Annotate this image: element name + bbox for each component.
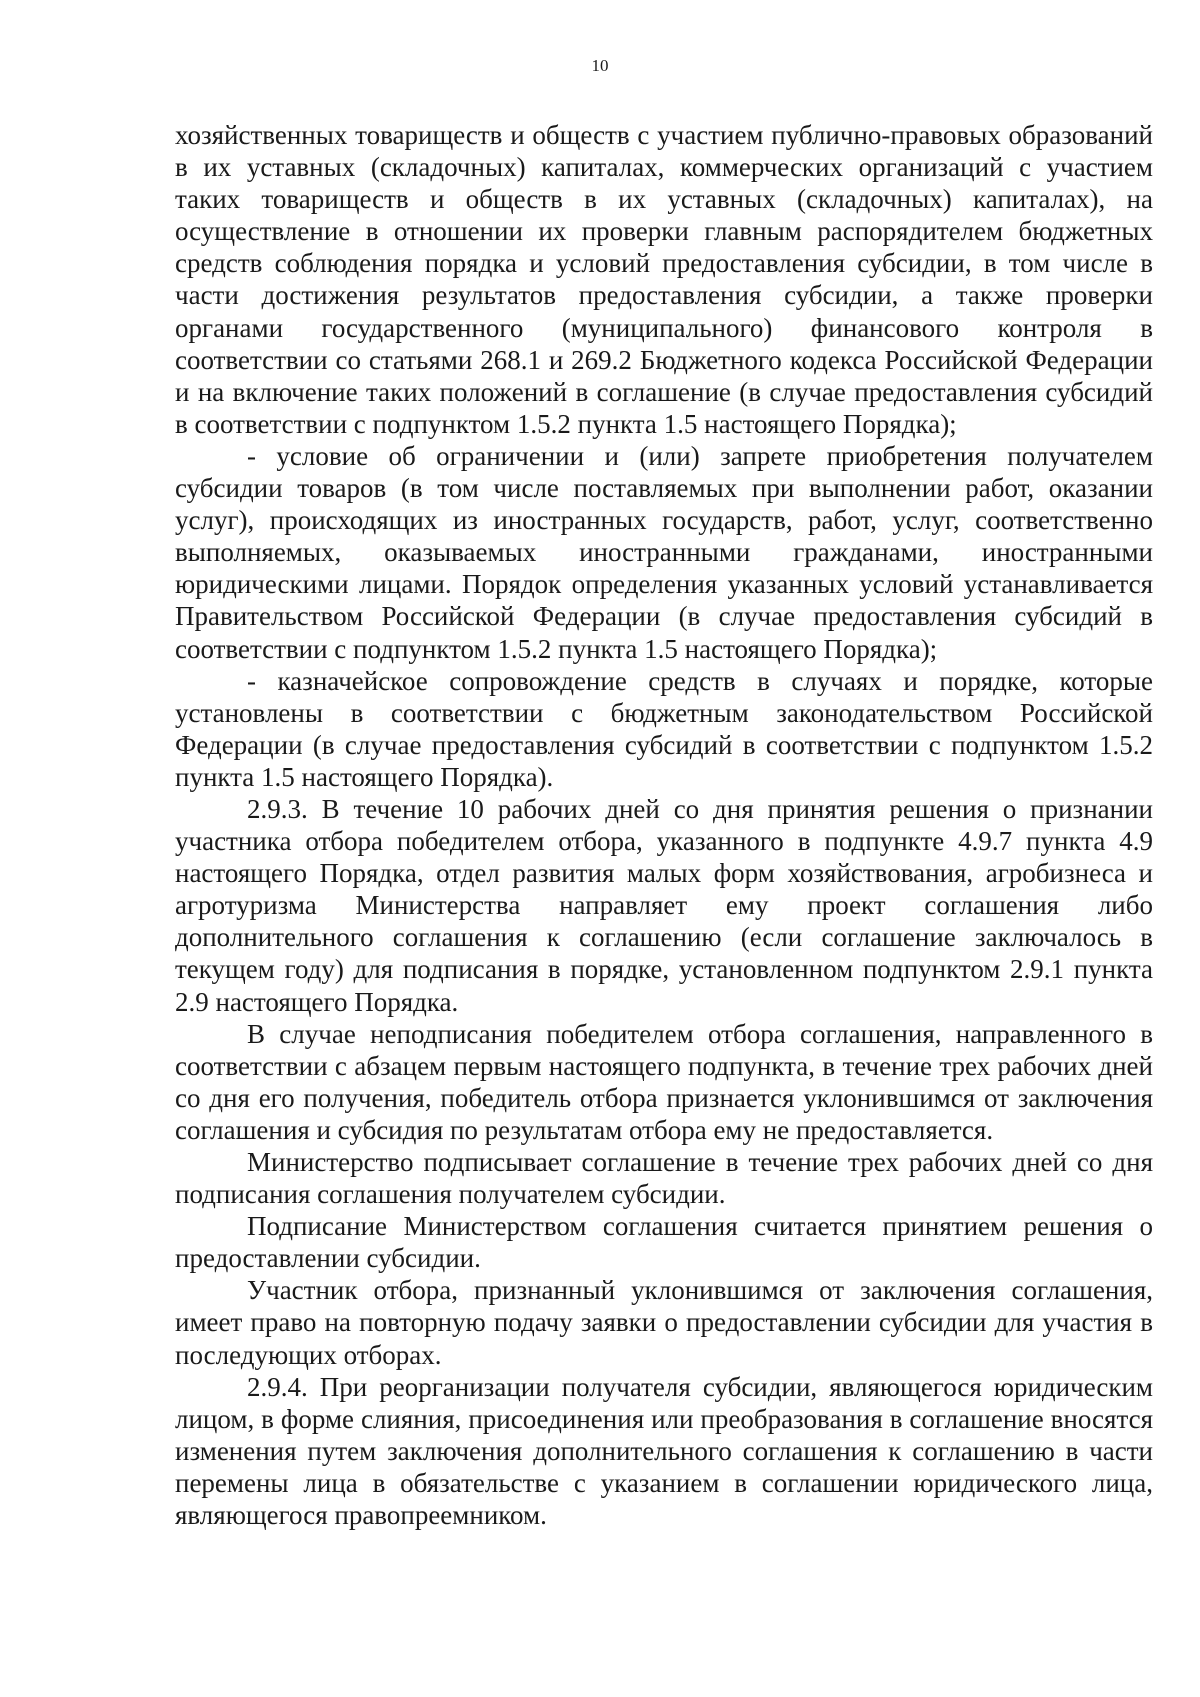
paragraph-2-9-3: 2.9.3. В течение 10 рабочих дней со дня принятия решения о признании участника отбора победителем отбора, указанного в подпункте 4.9.7 пункта 4.9 настоящего Порядка, отдел развития малых форм хозяйствования, агробизнеса и агротуризма Министерства направляет ему проект соглашения либо дополнительного соглашения к соглашению (если соглашение заключалось в текущем году) для подписания в порядке, установленном подпунктом 2.9.1 пункта 2.9 настоящего Порядка. — [175, 793, 1153, 1017]
paragraph-continuation: хозяйственных товариществ и обществ с участием публично-правовых образований в их уставных (складочных) капиталах, коммерческих организаций с участием таких товариществ и обществ в их уставных (складочных) капиталах), на осуществление в отношении их проверки главным распорядителем бюджетных средств соблюдения порядка и условий предоставления субсидии, в том числе в части достижения результатов предоставления субсидии, а также проверки органами государственного (муниципального) финансового контроля в соответствии со статьями 268.1 и 269.2 Бюджетного кодекса Российской Федерации и на включение таких положений в соглашение (в случае предоставления субсидий в соответствии с подпунктом 1.5.2 пункта 1.5 настоящего Порядка); — [175, 120, 1153, 439]
paragraph-condition-restriction: - условие об ограничении и (или) запрете приобретения получателем субсидии товаров (в том числе поставляемых при выполнении работ, оказании услуг), происходящих из иностранных государств, работ, услуг, соответственно выполняемых, оказываемых иностранными гражданами, иностранными юридическими лицами. Порядок определения указанных условий устанавливается Правительством Российской Федерации (в случае предоставления субсидий в соответствии с подпунктом 1.5.2 пункта 1.5 настоящего Порядка); — [175, 440, 1153, 664]
paragraph-repeat-application: Участник отбора, признанный уклонившимся от заключения соглашения, имеет право на повторную подачу заявки о предоставлении субсидии для участия в последующих отборах. — [175, 1275, 1153, 1370]
paragraph-treasury-support: - казначейское сопровождение средств в случаях и порядке, которые установлены в соответствии с бюджетным законодательством Российской Федерации (в случае предоставления субсидий в соответствии с подпунктом 1.5.2 пункта 1.5 настоящего Порядка). — [175, 665, 1153, 792]
paragraph-signing-decision: Подписание Министерством соглашения считается принятием решения о предоставлении субсидии. — [175, 1211, 1153, 1274]
document-body — [175, 119, 1153, 1531]
paragraph-ministry-signs: Министерство подписывает соглашение в течение трех рабочих дней со дня подписания соглашения получателем субсидии. — [175, 1147, 1153, 1210]
paragraph-non-signing: В случае неподписания победителем отбора соглашения, направленного в соответствии с абзацем первым настоящего подпункта, в течение трех рабочих дней со дня его получения, победитель отбора признается уклонившимся от заключения соглашения и субсидия по результатам отбора ему не предоставляется. — [175, 1018, 1153, 1145]
page-number: 10 — [591, 56, 609, 75]
paragraph-2-9-4: 2.9.4. При реорганизации получателя субсидии, являющегося юридическим лицом, в форме слияния, присоединения или преобразования в соглашение вносятся изменения путем заключения дополнительного соглашения к соглашению в части перемены лица в обязательстве с указанием в соглашении юридического лица, являющегося правопреемником. — [175, 1371, 1153, 1531]
